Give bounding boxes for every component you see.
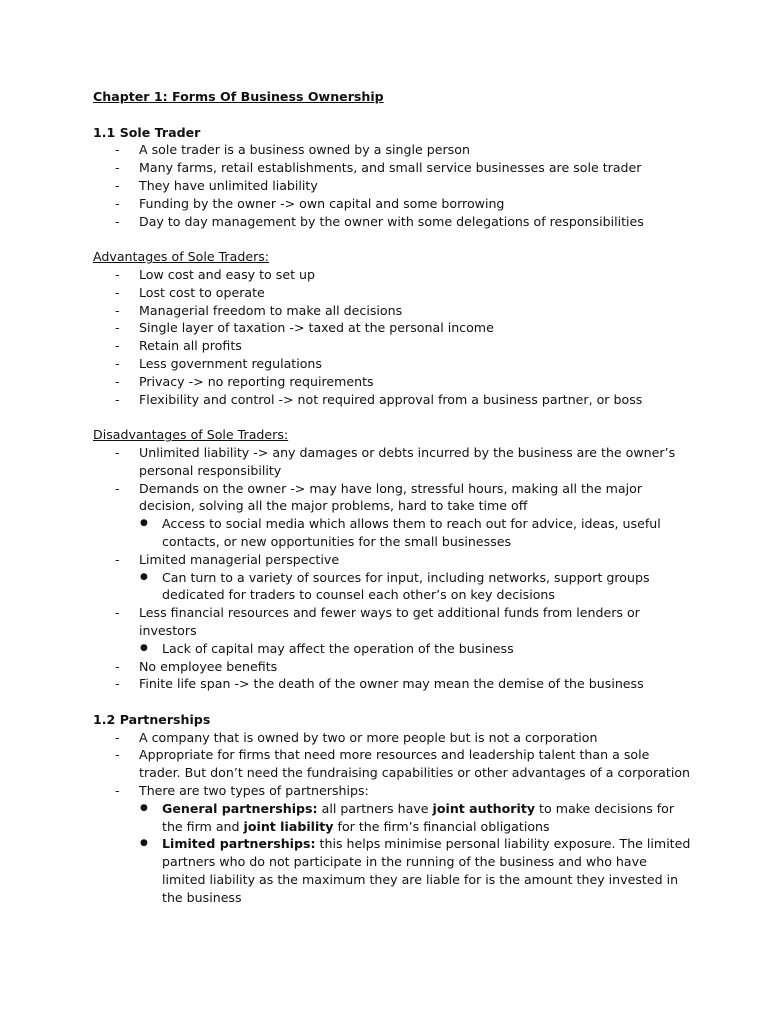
list-item: - Flexibility and control -> not required approval from a business partner, or boss: [93, 391, 693, 409]
sub-list-item: ● Access to social media which allows them to reach out for advice, ideas, useful contacts, or new opportunities for the small businesses: [93, 515, 693, 551]
chapter-title: Chapter 1: Forms Of Business Ownership: [93, 89, 384, 104]
list-item: - Single layer of taxation -> taxed at the personal income: [93, 319, 693, 337]
list-item: - Finite life span -> the death of the owner may mean the demise of the business: [93, 675, 693, 693]
list-item: - Unlimited liability -> any damages or debts incurred by the business are the owner’s personal responsibility: [93, 444, 693, 480]
list-item: - Demands on the owner -> may have long, stressful hours, making all the major decision, solving all the major problems, hard to take time off: [93, 480, 693, 516]
sub-list-item-general-partnerships: [93, 800, 693, 836]
general-text-2: to make decisions for the firm and: [162, 800, 675, 834]
list-item: - Many farms, retail establishments, and small service businesses are sole trader: [93, 159, 693, 177]
section-heading-partnerships: 1.2 Partnerships: [93, 711, 211, 727]
list-item: - A sole trader is a business owned by a single person: [93, 141, 693, 159]
list-item: - Less financial resources and fewer ways to get additional funds from lenders or investors: [93, 604, 693, 640]
disadvantages-heading: Disadvantages of Sole Traders:: [93, 427, 289, 443]
sub-list-item: ● Can turn to a variety of sources for input, including networks, support groups dedicated for traders to counsel each other’s on key decisions: [93, 569, 693, 605]
list-item: - Appropriate for firms that need more resources and leadership talent than a sole trader. But don’t need the fundraising capabilities or other advantages of a corporation: [93, 746, 693, 782]
list-item: - No employee benefits: [93, 658, 693, 676]
sub-list-item-limited-partnerships: [93, 835, 693, 906]
sub-list-item: ● Lack of capital may affect the operation of the business: [93, 640, 693, 658]
general-text-3: for the firm’s financial obligations: [333, 818, 550, 834]
list-item: - Less government regulations: [93, 355, 693, 373]
list-item: - Privacy -> no reporting requirements: [93, 373, 693, 391]
limited-text: this helps minimise personal liability exposure. The limited partners who do not participate in the running of the business and who have limited liability as the maximum they are liable for is the amount they invested in the business: [162, 836, 691, 905]
disadvantages-list: [93, 444, 693, 693]
general-text-1: all partners have: [317, 800, 433, 816]
partnerships-list: [93, 729, 693, 907]
list-item: - There are two types of partnerships:: [93, 782, 693, 800]
advantages-heading: Advantages of Sole Traders:: [93, 249, 270, 265]
limited-partnerships-term: Limited partnerships:: [162, 836, 316, 852]
list-item: - They have unlimited liability: [93, 177, 693, 195]
list-item: - Day to day management by the owner with some delegations of responsibilities: [93, 213, 693, 231]
list-item: - Retain all profits: [93, 337, 693, 355]
advantages-list: [93, 266, 693, 408]
sole-trader-list: [93, 141, 693, 230]
list-item: - Limited managerial perspective: [93, 551, 693, 569]
document-page: [93, 88, 693, 907]
list-item: - Low cost and easy to set up: [93, 266, 693, 284]
joint-liability-term: joint liability: [243, 818, 334, 834]
general-partnerships-term: General partnerships:: [162, 800, 318, 816]
section-heading-sole-trader: 1.1 Sole Trader: [93, 124, 201, 140]
list-item: - Funding by the owner -> own capital and some borrowing: [93, 195, 693, 213]
list-item: - Lost cost to operate: [93, 284, 693, 302]
list-item: - Managerial freedom to make all decisions: [93, 302, 693, 320]
joint-authority-term: joint authority: [432, 800, 536, 816]
list-item: - A company that is owned by two or more people but is not a corporation: [93, 729, 693, 747]
